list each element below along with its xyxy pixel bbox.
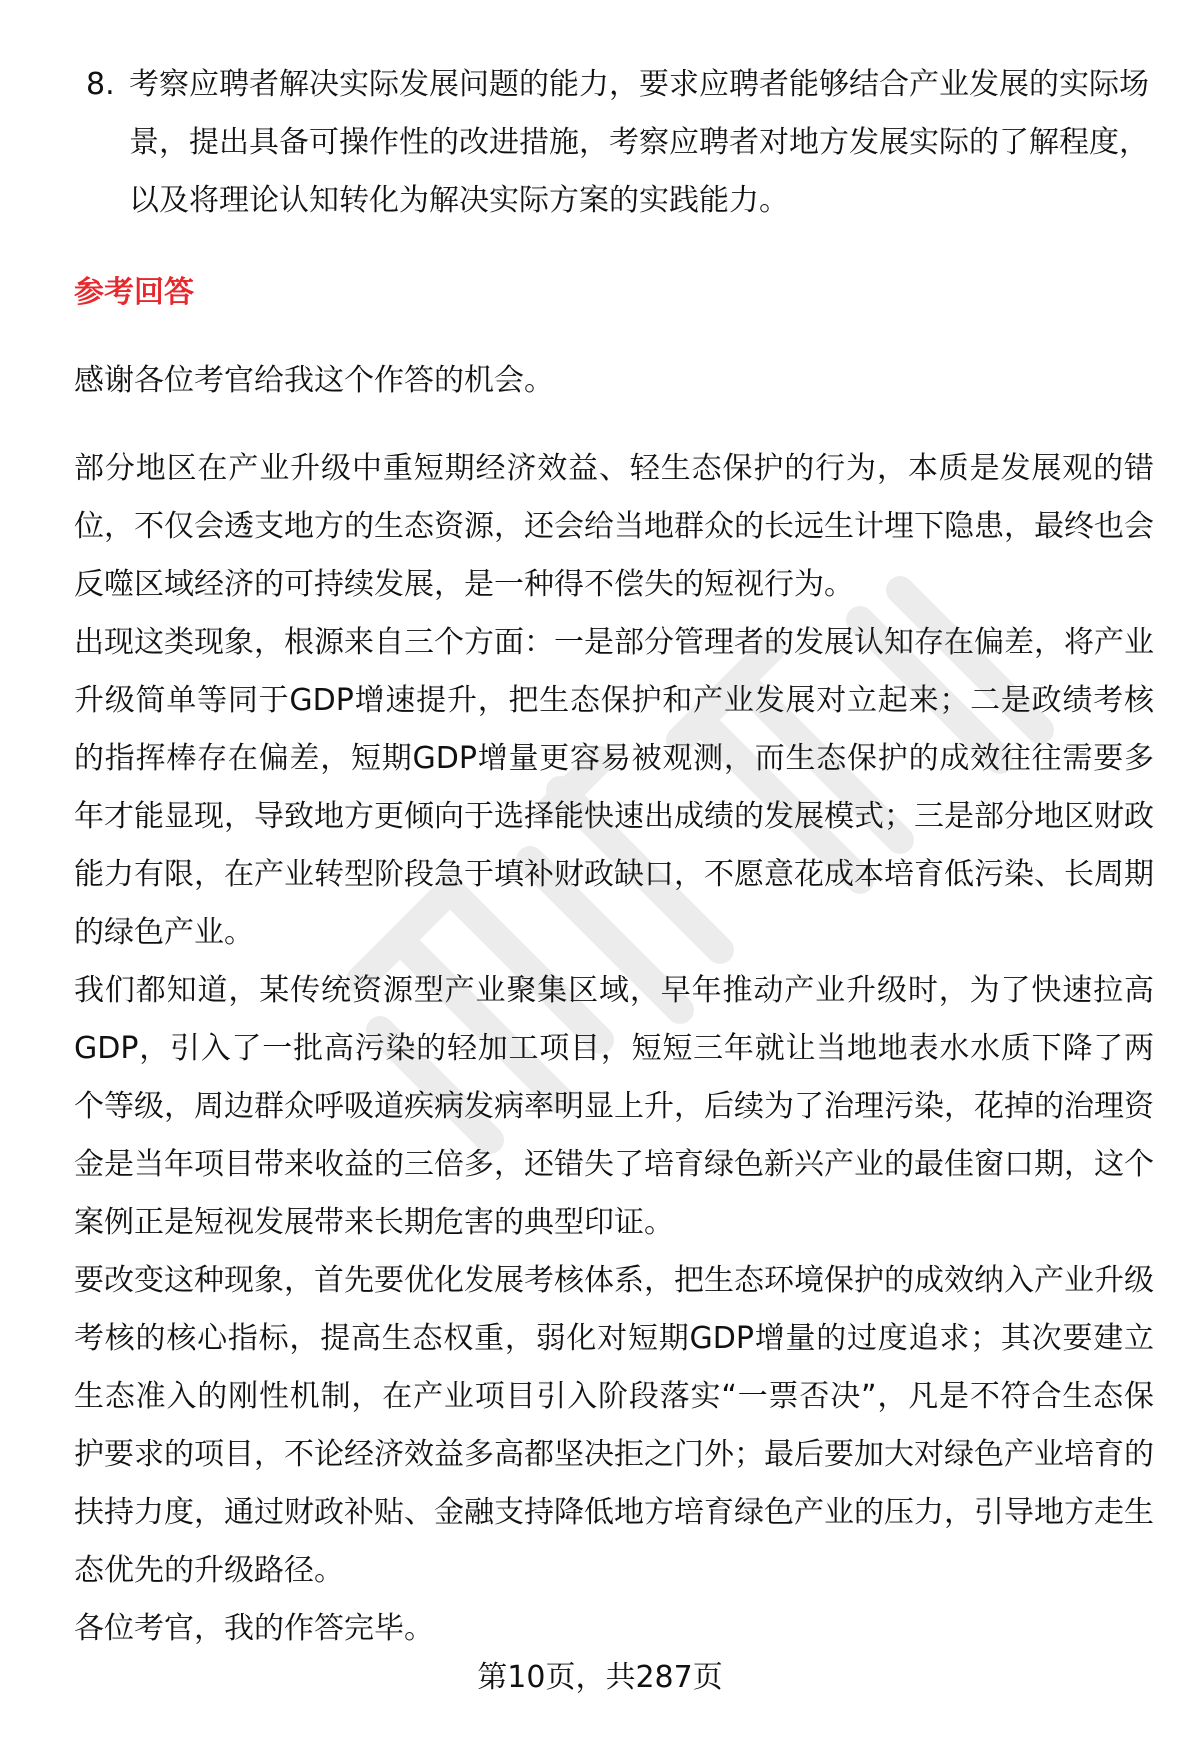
list-item-text: 考察应聘者解决实际发展问题的能力，要求应聘者能够结合产业发展的实际场景，提出具备可操作性的改进措施，考察应聘者对地方发展实际的了解程度，以及将理论认知转化为解决实际方案的实践能力。 (129, 67, 1149, 218)
paragraph-essence: 部分地区在产业升级中重短期经济效益、轻生态保护的行为，本质是发展观的错位，不仅会透支地方的生态资源，还会给当地群众的长远生计埋下隐患，最终也会反噬区域经济的可持续发展，是一种得不偿失的短视行为。 (74, 451, 1154, 602)
paragraph-case: 我们都知道，某传统资源型产业聚集区域，早年推动产业升级时，为了快速拉高GDP，引入了一批高污染的轻加工项目，短短三年就让当地地表水水质下降了两个等级，周边群众呼吸道疾病发病率明显上升，后续为了治理污染，花掉的治理资金是当年项目带来收益的三倍多，还错失了培育绿色新兴产业的最佳窗口期，这个案例正是短视发展带来长期危害的典型印证。 (74, 973, 1154, 1240)
page-footer: 第10页，共287页 (477, 1660, 723, 1695)
section-title: 参考回答 (74, 275, 194, 310)
paragraph-measures: 要改变这种现象，首先要优化发展考核体系，把生态环境保护的成效纳入产业升级考核的核心指标，提高生态权重，弱化对短期GDP增量的过度追求；其次要建立生态准入的刚性机制，在产业项目引入阶段落实“一票否决”，凡是不符合生态保护要求的项目，不论经济效益多高都坚决拒之门外；最后要加大对绿色产业培育的扶持力度，通过财政补贴、金融支持降低地方培育绿色产业的压力，引导地方走生态优先的升级路径。 (74, 1263, 1154, 1588)
paragraph-opening: 感谢各位考官给我这个作答的机会。 (74, 363, 554, 398)
content-area (74, 56, 1154, 1658)
list-item-8 (74, 56, 1154, 230)
paragraph-closing: 各位考官，我的作答完毕。 (74, 1611, 434, 1646)
list-number: 8. (86, 67, 115, 102)
paragraph-causes: 出现这类现象，根源来自三个方面：一是部分管理者的发展认知存在偏差，将产业升级简单等同于GDP增速提升，把生态保护和产业发展对立起来；二是政绩考核的指挥棒存在偏差，短期GDP增量更容易被观测，而生态保护的成效往往需要多年才能显现，导致地方更倾向于选择能快速出成绩的发展模式；三是部分地区财政能力有限，在产业转型阶段急于填补财政缺口，不愿意花成本培育低污染、长周期的绿色产业。 (74, 625, 1154, 950)
